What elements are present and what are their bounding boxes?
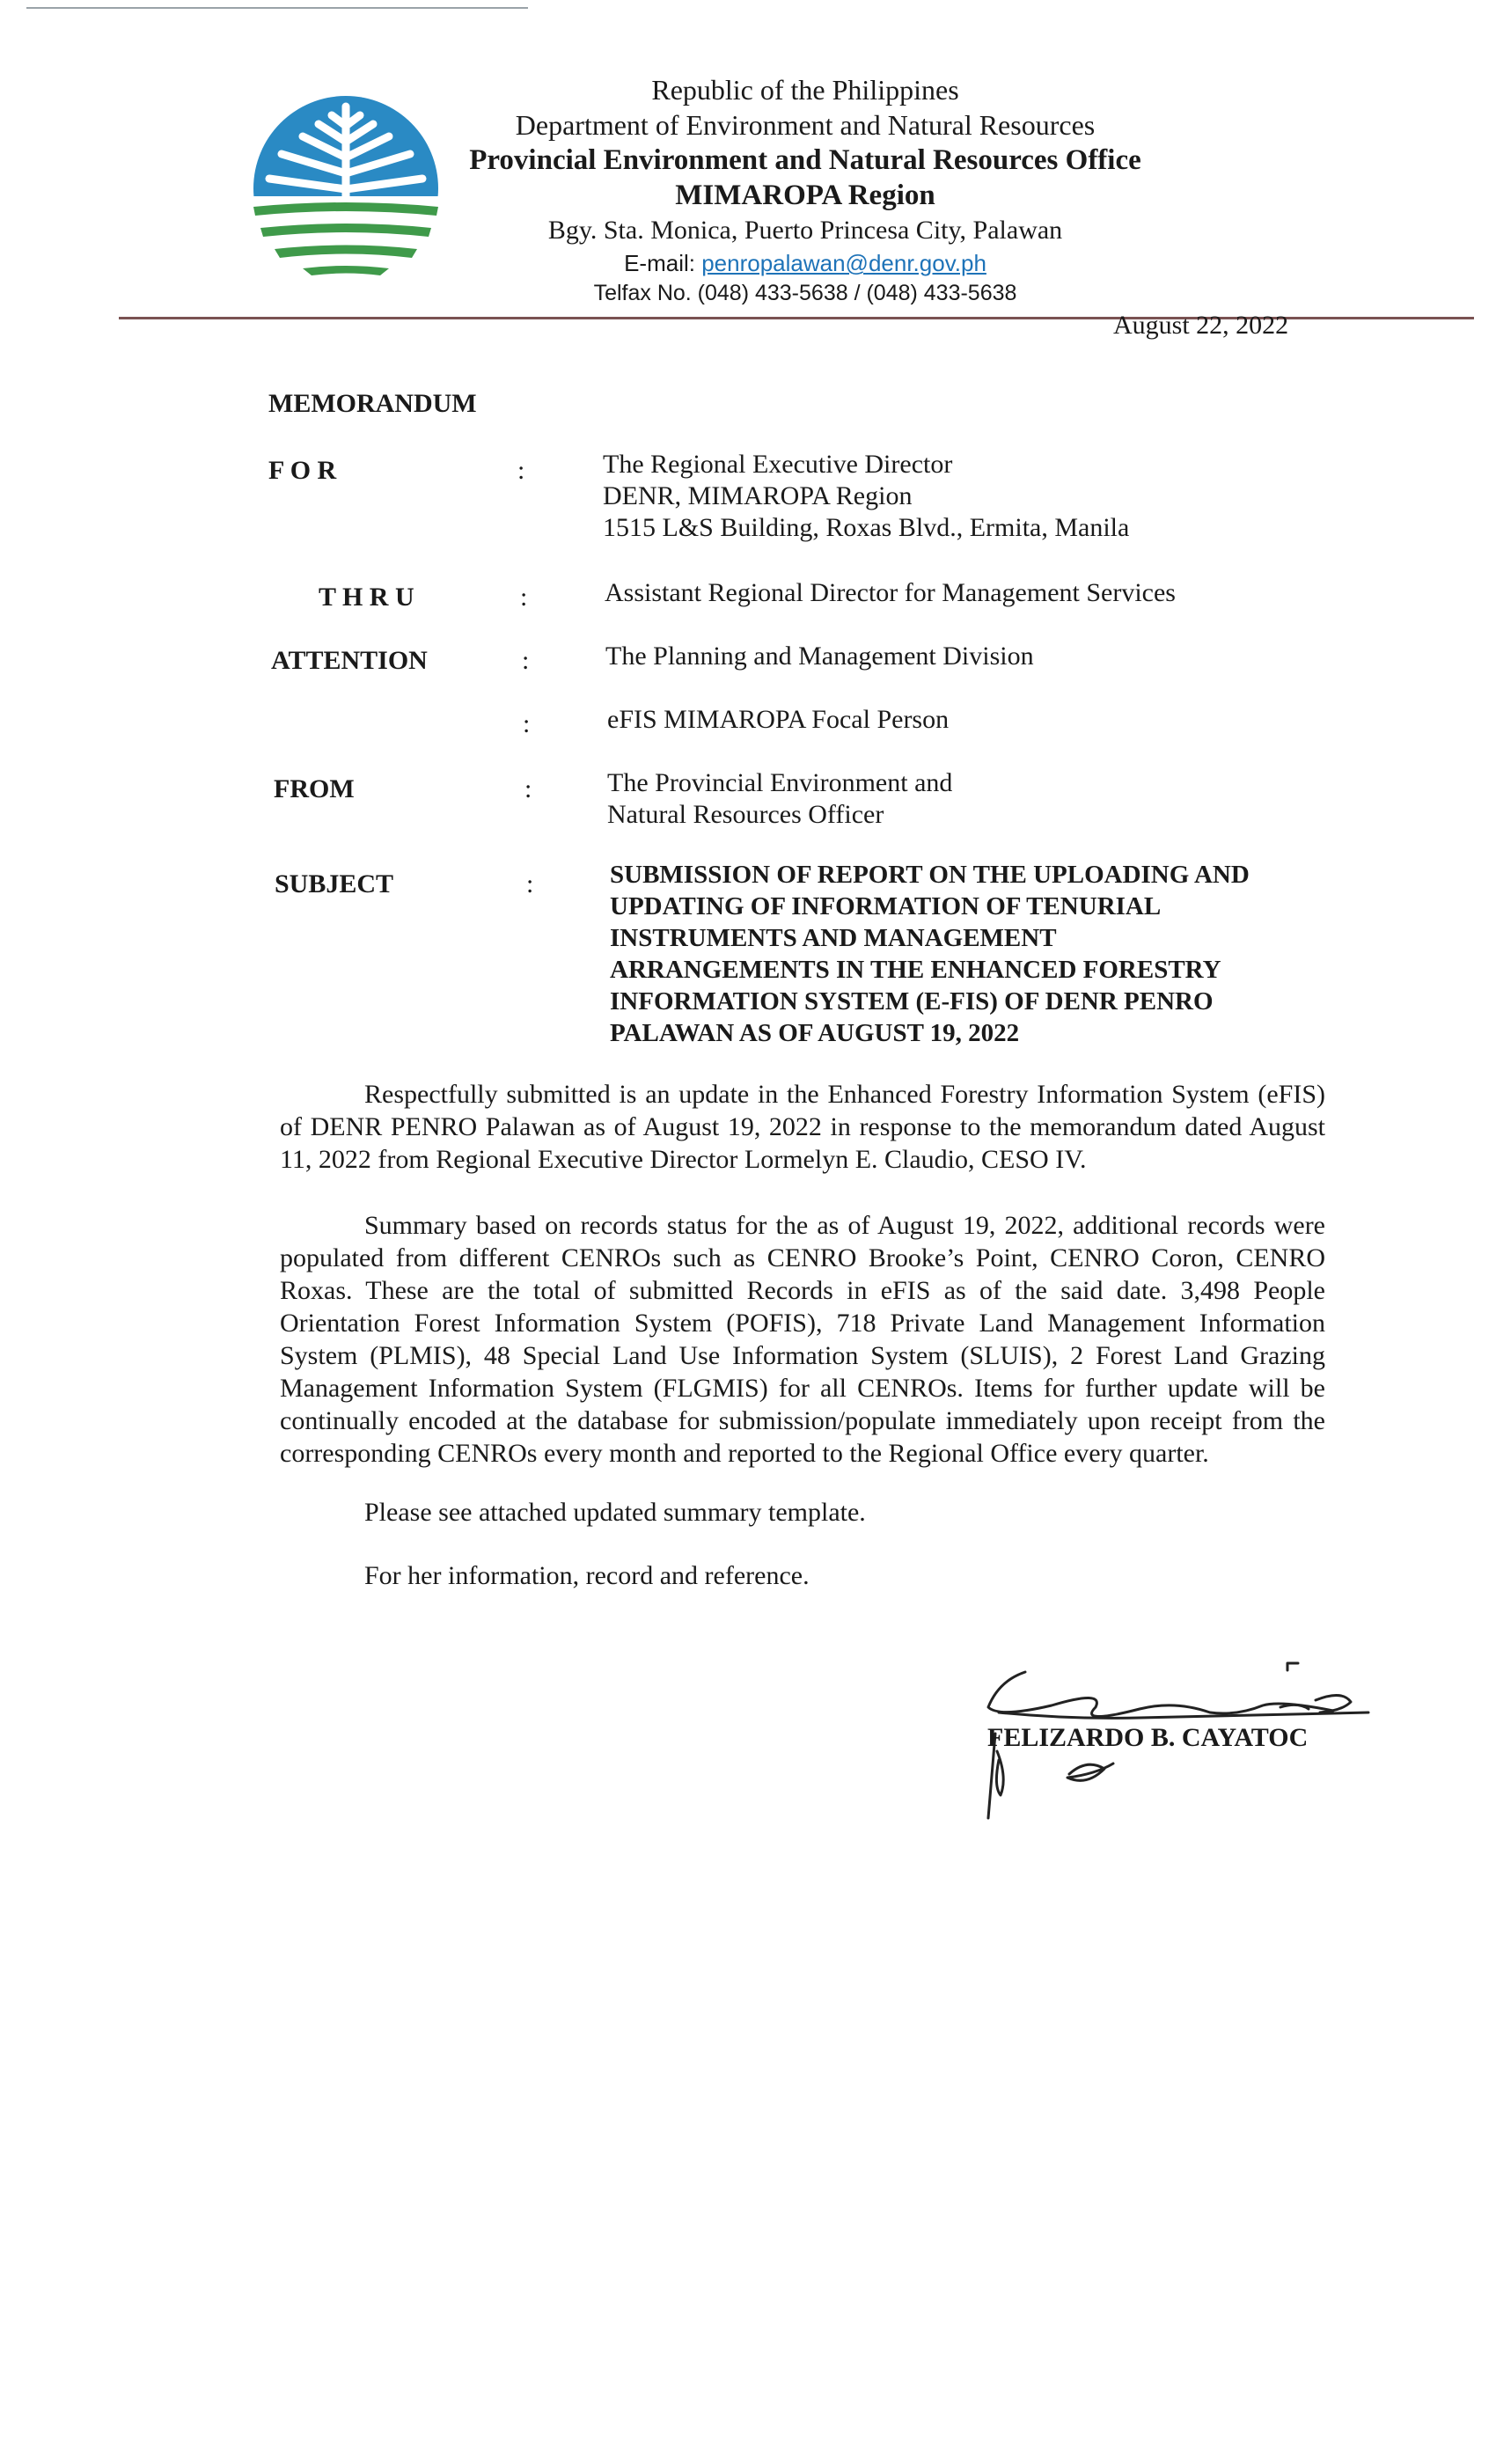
body-paragraph-2: Summary based on records status for the as of August 19, 2022, additional records were populated from different CENROs such as CENRO Brooke’s Point, CENRO Coron, CENRO Roxas. These are the total of submitted Records in eFIS as of the said date. 3,498 People Orientation Forest Information System (POFIS), 718 Private Land Management Information System (PLMIS), 48 Special Land Use Information System (SLUIS), 2 Forest Land Grazing Management Information System (FLGMIS) for all CENROs. Items for further update will be continually encoded at the database for submission/populate immediately upon receipt from the corresponding CENROs every month and reported to the Regional Office every quarter. xyxy=(280,1211,1325,1468)
top-rule xyxy=(26,7,528,9)
from-label: FROM xyxy=(274,774,355,803)
letterhead-email xyxy=(440,248,1170,278)
denr-logo-icon xyxy=(248,91,444,286)
attention-colon-2: : xyxy=(523,709,531,738)
attention-value-1: The Planning and Management Division xyxy=(605,642,1034,671)
subject-line: SUBMISSION OF REPORT ON THE UPLOADING AND xyxy=(610,861,1250,889)
body-paragraph-4: For her information, record and reference. xyxy=(364,1561,810,1590)
email-link[interactable]: penropalawan@denr.gov.ph xyxy=(701,250,986,276)
for-line: The Regional Executive Director xyxy=(603,450,953,479)
thru-colon: : xyxy=(520,583,528,612)
letterhead-republic: Republic of the Philippines xyxy=(651,74,959,106)
subject-line: INFORMATION SYSTEM (E-FIS) OF DENR PENRO xyxy=(610,987,1214,1016)
letterhead-telfax: Telfax No. (048) 433-5638 / (048) 433-5638 xyxy=(593,281,1017,305)
body-paragraph-3: Please see attached updated summary template. xyxy=(364,1498,866,1527)
for-value xyxy=(603,449,1129,544)
thru-value: Assistant Regional Director for Management Services xyxy=(605,578,1176,607)
for-line: 1515 L&S Building, Roxas Blvd., Ermita, Manila xyxy=(603,513,1130,542)
for-line: DENR, MIMAROPA Region xyxy=(603,481,913,510)
subject-colon: : xyxy=(526,869,534,898)
thru-label: T H R U xyxy=(319,583,414,612)
letterhead-address: Bgy. Sta. Monica, Puerto Princesa City, Palawan xyxy=(547,216,1063,245)
subject-line: PALAWAN AS OF AUGUST 19, 2022 xyxy=(610,1019,1020,1047)
from-colon: : xyxy=(524,774,532,803)
subject-label: SUBJECT xyxy=(275,869,394,898)
subject-line: ARRANGEMENTS IN THE ENHANCED FORESTRY xyxy=(610,956,1221,984)
attention-value-2: eFIS MIMAROPA Focal Person xyxy=(607,705,950,734)
letterhead-office: Provincial Environment and Natural Resources Office xyxy=(469,144,1141,176)
memo-date: August 22, 2022 xyxy=(1113,311,1289,340)
attention-label: ATTENTION xyxy=(271,646,428,675)
from-line: Natural Resources Officer xyxy=(607,800,884,829)
letterhead xyxy=(440,72,1170,308)
attention-colon: : xyxy=(522,646,530,675)
subject-value xyxy=(610,859,1250,1049)
memo-title: MEMORANDUM xyxy=(268,389,477,418)
subject-line: UPDATING OF INFORMATION OF TENURIAL xyxy=(610,892,1162,920)
signer-name: FELIZARDO B. CAYATOC xyxy=(987,1723,1309,1752)
body-paragraph-1: Respectfully submitted is an update in the Enhanced Forestry Information System (eFIS) of DENR PENRO Palawan as of August 19, 2022 in response to the memorandum dated August 11, 2022 from Regional Executive Director Lormelyn E. Claudio, CESO IV. xyxy=(280,1080,1325,1174)
letterhead-department: Department of Environment and Natural Resources xyxy=(515,109,1096,141)
letterhead-region: MIMAROPA Region xyxy=(675,180,935,211)
email-label: E-mail: xyxy=(624,250,702,276)
from-value xyxy=(607,767,952,831)
for-label: F O R xyxy=(268,456,337,485)
from-line: The Provincial Environment and xyxy=(607,768,953,797)
subject-line: INSTRUMENTS AND MANAGEMENT xyxy=(610,924,1057,952)
for-colon: : xyxy=(517,456,525,485)
